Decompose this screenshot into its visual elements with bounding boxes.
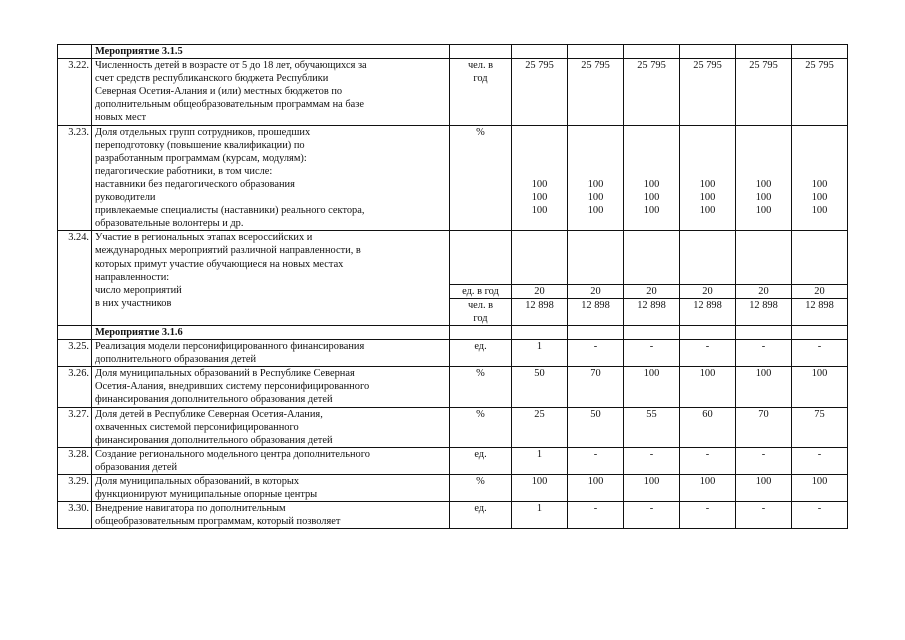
value-text: - bbox=[593, 341, 598, 353]
value-cell bbox=[568, 407, 624, 447]
indicator-text-line: которых примут участие обучающиеся на новых местах bbox=[95, 258, 344, 270]
empty-cell bbox=[792, 325, 848, 339]
value-text: 20 bbox=[590, 285, 601, 297]
empty-cell bbox=[680, 325, 736, 339]
value-cell bbox=[512, 367, 568, 407]
unit-cell bbox=[450, 125, 512, 231]
value-cell bbox=[792, 340, 848, 367]
indicator-text bbox=[92, 502, 450, 529]
value-cell bbox=[680, 407, 736, 447]
value-text: 100 bbox=[811, 178, 828, 190]
value-cell bbox=[792, 407, 848, 447]
indicator-text bbox=[92, 231, 450, 326]
value-text: - bbox=[705, 448, 710, 460]
value-cell bbox=[736, 475, 792, 502]
table-row bbox=[58, 125, 848, 231]
value-text: - bbox=[649, 448, 654, 460]
value-text: 100 bbox=[587, 205, 604, 217]
unit-text: ед. bbox=[474, 448, 487, 460]
unit-cell bbox=[450, 447, 512, 474]
row-number bbox=[58, 367, 92, 407]
value-cell bbox=[624, 447, 680, 474]
indicator-text bbox=[92, 475, 450, 502]
value-text: 50 bbox=[590, 408, 601, 420]
value-text: 25 795 bbox=[749, 60, 778, 72]
indicator-text-line: дополнительным общеобразовательным программам на базе bbox=[95, 99, 364, 111]
value-text: 1 bbox=[536, 341, 543, 353]
row-number-cell bbox=[58, 325, 92, 339]
unit-cell bbox=[450, 367, 512, 407]
unit-text: чел. в bbox=[467, 60, 494, 72]
value-text: - bbox=[817, 448, 822, 460]
empty-cell bbox=[512, 325, 568, 339]
value-text: 100 bbox=[531, 192, 548, 204]
value-cell bbox=[792, 298, 848, 325]
empty-cell bbox=[792, 231, 848, 284]
value-cell bbox=[624, 502, 680, 529]
value-cell bbox=[568, 59, 624, 125]
value-cell bbox=[568, 340, 624, 367]
value-text: 25 bbox=[534, 408, 545, 420]
table-row bbox=[58, 502, 848, 529]
value-cell bbox=[568, 447, 624, 474]
indicator-text-line: финансирования дополнительного образования детей bbox=[95, 434, 333, 446]
row-number bbox=[58, 125, 92, 231]
value-text: 100 bbox=[643, 476, 660, 488]
value-text: - bbox=[593, 448, 598, 460]
value-cell bbox=[512, 59, 568, 125]
indicator-text-line: педагогические работники, в том числе: bbox=[95, 165, 273, 177]
value-text: 60 bbox=[702, 408, 713, 420]
indicator-text-line: новых мест bbox=[95, 112, 147, 124]
value-text: 20 bbox=[646, 285, 657, 297]
unit-text: ед. bbox=[474, 341, 487, 353]
value-text: 12 898 bbox=[693, 299, 722, 311]
row-number bbox=[58, 475, 92, 502]
value-cell bbox=[680, 340, 736, 367]
indicator-text-line: дополнительного образования детей bbox=[95, 354, 257, 366]
empty-cell bbox=[512, 45, 568, 59]
empty-cell bbox=[568, 45, 624, 59]
value-text: - bbox=[761, 341, 766, 353]
value-text: 55 bbox=[646, 408, 657, 420]
value-text: - bbox=[705, 341, 710, 353]
row-number-text: 3.26. bbox=[68, 368, 89, 380]
value-text: 75 bbox=[814, 408, 825, 420]
value-cell bbox=[736, 59, 792, 125]
value-text: 12 898 bbox=[749, 299, 778, 311]
row-number-text: 3.22. bbox=[68, 60, 89, 72]
unit-text: % bbox=[476, 126, 485, 138]
value-text: 100 bbox=[587, 192, 604, 204]
unit-text: % bbox=[476, 476, 485, 488]
value-text: 20 bbox=[814, 285, 825, 297]
value-text: - bbox=[817, 341, 822, 353]
section-title-text: Мероприятие 3.1.5 bbox=[95, 46, 183, 57]
table-row bbox=[58, 340, 848, 367]
value-cell bbox=[624, 407, 680, 447]
value-text: 12 898 bbox=[581, 299, 610, 311]
table-row bbox=[58, 407, 848, 447]
value-cell bbox=[512, 298, 568, 325]
section-title-text: Мероприятие 3.1.6 bbox=[95, 326, 183, 338]
indicator-text-line: Осетия-Алания, внедривших систему персонифицированного bbox=[95, 381, 370, 393]
value-text: - bbox=[761, 503, 766, 515]
value-text: 100 bbox=[587, 178, 604, 190]
value-cell bbox=[792, 367, 848, 407]
unit-cell bbox=[450, 340, 512, 367]
value-text: 12 898 bbox=[805, 299, 834, 311]
row-number-text: 3.27. bbox=[68, 408, 89, 420]
value-text: 20 bbox=[702, 285, 713, 297]
table-row bbox=[58, 59, 848, 125]
value-text: 100 bbox=[811, 205, 828, 217]
value-text: 100 bbox=[811, 368, 828, 380]
value-cell bbox=[792, 284, 848, 298]
value-cell bbox=[680, 59, 736, 125]
indicator-text-line: охваченных системой персонифицированного bbox=[95, 421, 299, 433]
indicator-text-line: Доля детей в Республике Северная Осетия-Алания, bbox=[95, 408, 323, 420]
value-cell bbox=[792, 502, 848, 529]
empty-cell bbox=[568, 325, 624, 339]
value-text: 100 bbox=[699, 178, 716, 190]
value-text: 100 bbox=[643, 205, 660, 217]
value-text: - bbox=[817, 503, 822, 515]
value-text: 100 bbox=[755, 205, 772, 217]
value-text: 20 bbox=[758, 285, 769, 297]
empty-cell bbox=[624, 231, 680, 284]
value-cell bbox=[680, 367, 736, 407]
value-cell bbox=[736, 298, 792, 325]
unit-text: год bbox=[473, 312, 488, 324]
value-cell bbox=[680, 502, 736, 529]
indicator-text-line: Численность детей в возрасте от 5 до 18 лет, обучающихся за bbox=[95, 60, 367, 72]
value-text: 100 bbox=[755, 368, 772, 380]
value-cell bbox=[792, 447, 848, 474]
value-cell bbox=[792, 59, 848, 125]
value-cell bbox=[512, 502, 568, 529]
value-text: 25 795 bbox=[525, 60, 554, 72]
row-number-cell bbox=[58, 45, 92, 59]
value-cell bbox=[624, 59, 680, 125]
unit-text: % bbox=[476, 408, 485, 420]
value-text: 100 bbox=[811, 476, 828, 488]
value-cell bbox=[680, 447, 736, 474]
value-cell bbox=[792, 125, 848, 231]
indicator-text-line: функционируют муниципальные опорные центры bbox=[95, 489, 318, 501]
value-text: 12 898 bbox=[525, 299, 554, 311]
indicator-text bbox=[92, 407, 450, 447]
value-text: 100 bbox=[699, 205, 716, 217]
value-text: 50 bbox=[534, 368, 545, 380]
unit-text: чел. в bbox=[467, 299, 494, 311]
unit-text: ед. в год bbox=[462, 285, 499, 297]
indicator-text-line: счет средств республиканского бюджета Республики bbox=[95, 73, 329, 85]
row-number bbox=[58, 59, 92, 125]
table-row bbox=[58, 475, 848, 502]
value-cell bbox=[568, 502, 624, 529]
indicator-text-line: в них участников bbox=[95, 297, 172, 309]
table-row bbox=[58, 447, 848, 474]
value-cell bbox=[624, 298, 680, 325]
indicator-text-line: наставники без педагогического образования bbox=[95, 178, 295, 190]
indicator-text-line: образовательные волонтеры и др. bbox=[95, 218, 244, 230]
unit-cell bbox=[450, 475, 512, 502]
value-cell bbox=[512, 125, 568, 231]
value-text: 100 bbox=[643, 368, 660, 380]
indicator-text bbox=[92, 59, 450, 125]
empty-cell bbox=[450, 231, 512, 284]
value-text: 25 795 bbox=[581, 60, 610, 72]
row-number bbox=[58, 407, 92, 447]
value-cell bbox=[680, 298, 736, 325]
value-text: 100 bbox=[811, 192, 828, 204]
row-number bbox=[58, 447, 92, 474]
unit-text: год bbox=[473, 73, 488, 85]
empty-cell bbox=[680, 231, 736, 284]
row-number-text: 3.29. bbox=[68, 476, 89, 488]
indicator-text-line: Реализация модели персонифицированного финансирования bbox=[95, 341, 365, 353]
value-cell bbox=[736, 367, 792, 407]
value-cell bbox=[736, 407, 792, 447]
value-text: 100 bbox=[699, 368, 716, 380]
value-cell bbox=[568, 367, 624, 407]
empty-cell bbox=[736, 231, 792, 284]
value-text: 20 bbox=[534, 285, 545, 297]
indicator-text-line: переподготовку (повышение квалификации) по bbox=[95, 139, 305, 151]
value-text: 100 bbox=[755, 476, 772, 488]
value-cell bbox=[512, 407, 568, 447]
section-title bbox=[92, 45, 450, 59]
value-cell bbox=[512, 475, 568, 502]
empty-cell bbox=[792, 45, 848, 59]
value-cell bbox=[792, 475, 848, 502]
value-text: 12 898 bbox=[637, 299, 666, 311]
row-number bbox=[58, 231, 92, 326]
value-text: 100 bbox=[699, 476, 716, 488]
indicator-text-line: образования детей bbox=[95, 461, 178, 473]
value-cell bbox=[512, 284, 568, 298]
empty-cell bbox=[624, 45, 680, 59]
indicator-text-line: международных мероприятий различной направленности, в bbox=[95, 245, 361, 257]
value-text: - bbox=[705, 503, 710, 515]
indicator-text bbox=[92, 367, 450, 407]
value-cell bbox=[624, 340, 680, 367]
value-text: 70 bbox=[590, 368, 601, 380]
indicator-text-line: Создание регионального модельного центра дополнительного bbox=[95, 448, 370, 460]
value-text: 70 bbox=[758, 408, 769, 420]
indicator-text-line: Участие в региональных этапах всероссийских и bbox=[95, 232, 313, 244]
value-cell bbox=[736, 502, 792, 529]
table-row bbox=[58, 367, 848, 407]
row-number-text: 3.25. bbox=[68, 341, 89, 353]
value-cell bbox=[624, 367, 680, 407]
empty-cell bbox=[736, 325, 792, 339]
unit-cell bbox=[450, 407, 512, 447]
table-row bbox=[58, 231, 848, 284]
value-cell bbox=[736, 340, 792, 367]
indicator-text-line: разработанным программам (курсам, модулям): bbox=[95, 152, 307, 164]
indicator-text-line: Северная Осетия-Алания и (или) местных бюджетов по bbox=[95, 86, 343, 98]
empty-cell bbox=[624, 325, 680, 339]
unit-text: ед. bbox=[474, 503, 487, 515]
indicator-text-line: Доля муниципальных образований в Республике Северная bbox=[95, 368, 355, 380]
value-text: 1 bbox=[536, 448, 543, 460]
value-cell bbox=[568, 298, 624, 325]
value-text: 1 bbox=[536, 503, 543, 515]
section-row bbox=[58, 325, 848, 339]
value-text: - bbox=[649, 341, 654, 353]
value-cell bbox=[624, 284, 680, 298]
indicator-text bbox=[92, 447, 450, 474]
value-text: 100 bbox=[755, 192, 772, 204]
value-text: 25 795 bbox=[693, 60, 722, 72]
row-number-text: 3.24. bbox=[68, 232, 89, 244]
indicator-text-line: направленности: bbox=[95, 271, 170, 283]
unit-cell bbox=[450, 59, 512, 125]
indicators-table bbox=[57, 44, 848, 529]
empty-cell bbox=[450, 325, 512, 339]
value-text: 100 bbox=[643, 178, 660, 190]
value-cell bbox=[680, 284, 736, 298]
indicator-text-line: привлекаемые специалисты (наставники) реального сектора, bbox=[95, 205, 365, 217]
indicator-text-line: финансирования дополнительного образования детей bbox=[95, 394, 333, 406]
empty-cell bbox=[680, 45, 736, 59]
empty-cell bbox=[450, 45, 512, 59]
value-text: 100 bbox=[755, 178, 772, 190]
value-cell bbox=[568, 284, 624, 298]
unit-cell bbox=[450, 298, 512, 325]
value-text: 100 bbox=[531, 476, 548, 488]
indicator-text-line: Доля муниципальных образований, в которых bbox=[95, 476, 300, 488]
section-row bbox=[58, 45, 848, 59]
value-text: 25 795 bbox=[805, 60, 834, 72]
unit-cell bbox=[450, 284, 512, 298]
value-text: 100 bbox=[531, 178, 548, 190]
indicator-text-line: Доля отдельных групп сотрудников, прошедших bbox=[95, 126, 311, 138]
value-text: 100 bbox=[699, 192, 716, 204]
empty-cell bbox=[568, 231, 624, 284]
value-text: 100 bbox=[531, 205, 548, 217]
empty-cell bbox=[736, 45, 792, 59]
value-cell bbox=[680, 125, 736, 231]
row-number-text: 3.30. bbox=[68, 503, 89, 515]
value-cell bbox=[624, 125, 680, 231]
row-number-text: 3.23. bbox=[68, 126, 89, 138]
value-cell bbox=[512, 447, 568, 474]
indicator-text-line: руководители bbox=[95, 192, 156, 204]
value-cell bbox=[568, 475, 624, 502]
value-text: - bbox=[761, 448, 766, 460]
indicator-text-line: число мероприятий bbox=[95, 284, 182, 296]
indicator-text bbox=[92, 340, 450, 367]
value-cell bbox=[680, 475, 736, 502]
row-number bbox=[58, 340, 92, 367]
empty-cell bbox=[512, 231, 568, 284]
section-title bbox=[92, 325, 450, 339]
unit-cell bbox=[450, 502, 512, 529]
value-text: 25 795 bbox=[637, 60, 666, 72]
value-text: - bbox=[649, 503, 654, 515]
value-cell bbox=[624, 475, 680, 502]
value-text: 100 bbox=[643, 192, 660, 204]
value-text: - bbox=[593, 503, 598, 515]
indicator-text bbox=[92, 125, 450, 231]
value-cell bbox=[512, 340, 568, 367]
indicator-text-line: Внедрение навигатора по дополнительным bbox=[95, 503, 286, 515]
unit-text: % bbox=[476, 368, 485, 380]
row-number bbox=[58, 502, 92, 529]
value-cell bbox=[736, 447, 792, 474]
value-cell bbox=[736, 284, 792, 298]
value-cell bbox=[568, 125, 624, 231]
value-text: 100 bbox=[587, 476, 604, 488]
indicator-text-line: общеобразовательным программам, который позволяет bbox=[95, 516, 341, 528]
value-cell bbox=[736, 125, 792, 231]
row-number-text: 3.28. bbox=[68, 448, 89, 460]
